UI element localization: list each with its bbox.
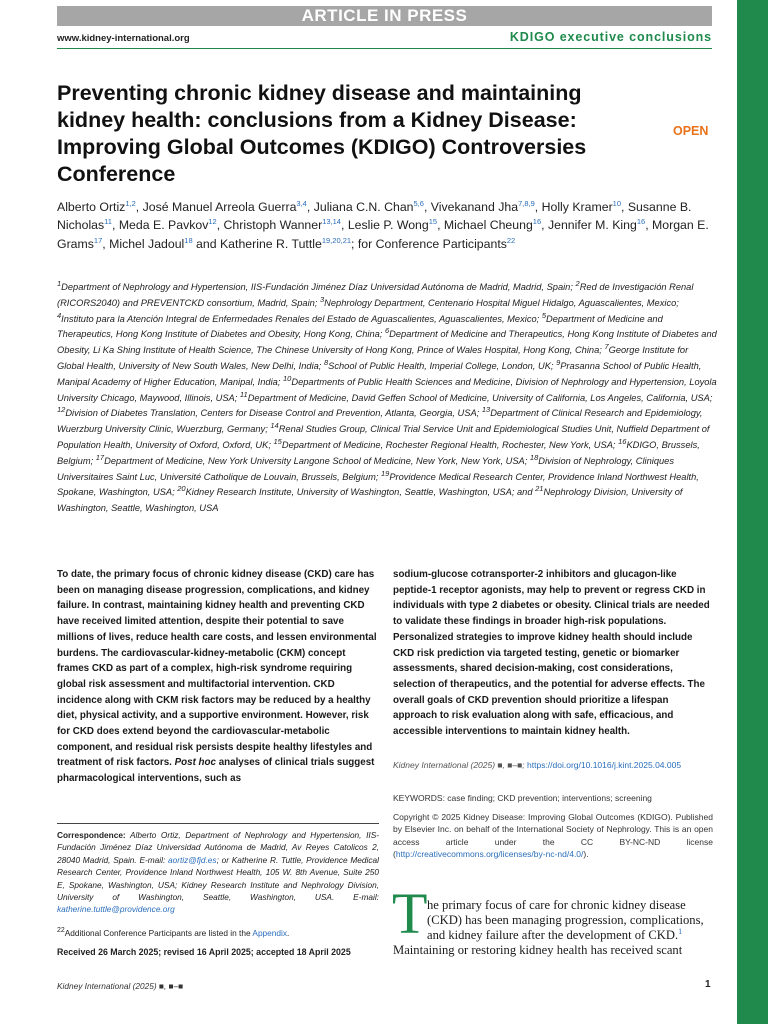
affiliations <box>57 280 717 517</box>
affiliation-number: 10 <box>283 373 292 383</box>
affiliation-number: 4 <box>57 310 62 320</box>
author-affiliation-marker[interactable]: 18 <box>184 235 193 245</box>
author-affiliation-marker[interactable]: 11 <box>104 217 112 227</box>
intro-line-2: (CKD) has been managing progression, complications, <box>427 913 704 927</box>
affiliation-text: Department of Nephrology and Hypertension, IIS-Fundación Jiménez Díaz Universidad Autónoma de Madrid, Madrid, Spain; <box>61 282 576 292</box>
author-name: Katherine R. Tuttle <box>219 236 322 251</box>
author-name: Juliana C.N. Chan <box>313 200 414 214</box>
email-link-ortiz[interactable]: aortiz@fjd.es <box>168 854 217 865</box>
intro-line-3-text: and kidney failure after the development of CKD. <box>427 928 679 942</box>
affiliation-number: 15 <box>273 436 282 446</box>
affiliation-text: Nephrology Division, University of Washington, Seattle, Washington, USA <box>57 487 683 514</box>
author-name: José Manuel Arreola Guerra <box>142 200 297 214</box>
author-separator: , <box>541 218 548 233</box>
author-affiliation-marker[interactable]: 16 <box>532 217 542 227</box>
affiliation-text: Division of Diabetes Translation, Centers for Disease Control and Prevention, Atlanta, Georgia, USA; <box>65 408 482 419</box>
footnote-marker: 22 <box>57 927 65 934</box>
abstract-column-right: sodium-glucose cotransporter-2 inhibitors and glucagon-like peptide-1 receptor agonists, may help to prevent or regress CKD in individuals with type 2 diabetes or obesity. Clinical trials are needed to validate these findings in broader high-risk populations. Personalized strategies to improve kidney health should include CKD risk prediction via targeted testing, genetic or biomarker assessments, shared decision-making, cost considerations, selection of therapeutics, and the potential for adverse effects. The overall goals of CKD prevention should prioritize a lifespan approach to risk evaluation along with safe, efficacious, and accessible interventions to maintain kidney health. <box>393 569 710 738</box>
affiliation-number: 5 <box>541 310 546 320</box>
correspondence-label: Correspondence: <box>57 830 126 840</box>
affiliation-text: KDIGO, Brussels, Belgium; <box>57 439 700 466</box>
author-affiliation-marker[interactable]: 22 <box>506 235 516 245</box>
correspondence-body-1: Alberto Ortiz, Department of Nephrology and Hypertension, IIS-Fundación Jiménez Díaz Universidad Autónoma de Madrid, Av Reyes Catolicos 2, 28040 Madrid, Spain. E-mail: <box>57 830 379 865</box>
affiliation-number: 1 <box>57 278 62 288</box>
footnote-text: Additional Conference Participants are listed in the <box>64 927 253 938</box>
author-name: Holly Kramer <box>541 200 613 214</box>
author-list <box>57 198 717 253</box>
drop-cap: T <box>392 881 428 946</box>
participants-footnote <box>57 927 379 938</box>
keywords: KEYWORDS: case finding; CKD prevention; interventions; screening <box>393 793 652 803</box>
author-name: Jennifer M. King <box>547 218 637 233</box>
affiliation-text: Department of Medicine and Therapeutics, Hong Kong Institute of Diabetes and Obesity, Hong Kong, China; <box>57 313 663 340</box>
affiliation-text: Nephrology Department, Centenario Hospital Miguel Hidalgo, Aguascalientes, Mexico; <box>324 297 679 308</box>
affiliation-number: 9 <box>556 357 561 367</box>
footnote-end: . <box>287 927 290 938</box>
reference-marker[interactable]: 1 <box>678 926 683 936</box>
author-affiliation-marker[interactable]: 5,6 <box>413 198 424 208</box>
author-name: Leslie P. Wong <box>347 218 429 233</box>
author-name: Vivekanand Jha <box>430 200 519 214</box>
affiliation-text: Kidney Research Institute, University of Washington, Seattle, Washington, USA; and <box>185 487 536 498</box>
intro-line-4: Maintaining or restoring kidney health has received scant <box>393 943 683 957</box>
email-link-tuttle[interactable]: katherine.tuttle@providence.org <box>57 904 175 915</box>
author-affiliation-marker[interactable]: 19,20,21 <box>321 235 352 245</box>
author-separator: , <box>340 218 348 233</box>
affiliation-number: 14 <box>270 421 279 431</box>
author-name: Alberto Ortiz <box>57 200 126 214</box>
author-affiliation-marker[interactable]: 10 <box>612 198 622 208</box>
article-in-press-banner: ARTICLE IN PRESS <box>57 6 712 26</box>
author-affiliation-marker[interactable]: 3,4 <box>296 198 307 208</box>
abstract-italic-text: Post hoc <box>174 757 216 769</box>
affiliation-text: Department of Medicine and Therapeutics, Hong Kong Institute of Diabetes and Obesity, Li Ka Shing Institute of Health Science, The Chinese University of Hong Kong, Prince of Wales Hospital, Hong Kong, China; <box>57 329 717 356</box>
affiliation-text: Division of Nephrology, Cliniques Universitaires Saint Luc, Université Catholique de Louvain, Brussels, Belgium; <box>57 455 674 482</box>
citation-text: Kidney International (2025) ■, ■–■; <box>393 760 528 770</box>
author-affiliation-marker[interactable]: 1,2 <box>125 198 136 208</box>
copyright-end: ). <box>583 849 589 860</box>
author-separator: , <box>102 236 110 251</box>
open-access-badge[interactable]: OPEN <box>673 124 709 138</box>
author-name: Christoph Wanner <box>223 218 323 233</box>
author-name: Susanne B. Nicholas <box>57 200 692 233</box>
affiliation-text: Instituto para la Atención Integral de Enfermedades Renales del Estado de Aguascalientes, Aguascalientes, Mexico; <box>61 313 542 324</box>
abstract-text-b: analyses of clinical trials suggest pharmacological interventions, such as <box>57 757 375 785</box>
license-link[interactable]: http://creativecommons.org/licenses/by-nc-nd/4.0/ <box>395 849 584 860</box>
abstract-text-a: To date, the primary focus of chronic kidney disease (CKD) care has been on managing disease progression, complications, and kidney failure. In contrast, maintaining kidney health and preventing CKD have received limited attention, despite their potential to save millions of lives, reduce health care costs, and lessen environmental burdens. The cardiovascular-kidney-metabolic (CKM) concept frames CKD as part of a complex, high-risk syndrome requiring global risk assessment and multifactorial intervention. CKD incidence along with CKM risk factors may be reduced by a healthy diet, physical activity, and a supportive environment. However, risk for CKD does extend beyond the cardiovascular-metabolic component, and residual risk persists despite healthy lifestyles and treatment of risk factors. <box>57 569 377 769</box>
author-affiliation-marker[interactable]: 15 <box>428 217 438 227</box>
author-separator: , <box>621 200 628 214</box>
copyright-text: Copyright © 2025 Kidney Disease: Improving Global Outcomes (KDIGO). Published by Elsevier Inc. on behalf of the International Society of Nephrology. This is an open access article under the CC BY-NC-ND license ( <box>393 812 713 860</box>
author-affiliation-marker[interactable]: 12 <box>208 217 217 227</box>
author-name: Morgan E. Grams <box>57 218 709 251</box>
affiliation-number: 11 <box>239 389 248 399</box>
author-affiliation-marker[interactable]: 7,8,9 <box>518 198 535 208</box>
affiliation-number: 7 <box>604 342 609 352</box>
affiliation-text: Red de Investigación Renal (RICORS2040) and PREVENTCKD consortium, Madrid, Spain; <box>57 282 694 308</box>
affiliation-number: 16 <box>618 436 627 446</box>
footer-journal: Kidney International (2025) ■, ■–■ <box>57 981 184 991</box>
author-separator: , <box>111 218 119 233</box>
affiliation-number: 12 <box>57 405 66 415</box>
author-separator: ; for Conference Participants <box>351 236 507 251</box>
section-label: KDIGO executive conclusions <box>509 30 712 44</box>
affiliation-text: School of Public Health, Imperial College, London, UK; <box>328 360 557 371</box>
doi-link[interactable]: https://doi.org/10.1016/j.kint.2025.04.005 <box>527 760 682 770</box>
affiliation-text: George Institute for Global Health, University of New South Wales, New Delhi, India; <box>57 345 689 371</box>
affiliation-number: 8 <box>323 357 329 367</box>
affiliation-number: 21 <box>535 484 544 494</box>
author-affiliation-marker[interactable]: 16 <box>636 217 646 227</box>
header-divider <box>57 48 712 49</box>
page-number: 1 <box>705 979 711 990</box>
affiliation-text: Department of Clinical Research and Epidemiology, Wuerzburg University Clinic, Wuerzburg, Germany; <box>57 408 703 435</box>
intro-line-1: he primary focus of care for chronic kidney disease <box>427 898 686 912</box>
affiliation-text: Departments of Public Health Sciences and Medicine, Division of Nephrology and Hypertension, Loyola University Chicago, Maywood, Illinois, USA; <box>57 376 717 403</box>
author-name: Michel Jadoul <box>109 236 185 251</box>
affiliation-number: 6 <box>385 326 390 336</box>
journal-url[interactable]: www.kidney-international.org <box>57 33 190 44</box>
abstract-column-left <box>57 567 379 787</box>
affiliation-text: Renal Studies Group, Clinical Trial Service Unit and Epidemiological Studies Unit, Nuffield Department of Population Health, University of Oxford, Oxford, UK; <box>57 424 710 450</box>
footnote-divider <box>57 823 379 824</box>
author-separator: , <box>216 218 224 233</box>
author-name: Michael Cheung <box>443 218 533 233</box>
affiliation-number: 13 <box>481 405 491 415</box>
citation <box>393 759 713 772</box>
copyright-notice <box>393 811 713 861</box>
affiliation-text: Department of Medicine, Rochester Regional Health, Rochester, New York, USA; <box>281 439 619 450</box>
author-separator: , <box>306 200 314 214</box>
intro-line-3 <box>427 928 682 943</box>
author-affiliation-marker[interactable]: 17 <box>93 235 103 245</box>
affiliation-text: Providence Medical Research Center, Providence Inland Northwest Health, Spokane, Washington, USA; <box>57 471 699 498</box>
author-separator: , <box>645 218 653 233</box>
author-separator: , <box>135 200 143 214</box>
author-separator: , <box>534 200 542 214</box>
affiliation-text: Department of Medicine, New York University Langone School of Medicine, New York, New York, USA; <box>104 455 530 466</box>
green-side-bar <box>737 0 768 1024</box>
affiliation-number: 3 <box>320 294 325 304</box>
article-title: Preventing chronic kidney disease and maintaining kidney health: conclusions from a Kidney Disease: Improving Global Outcomes (KDIGO) Controversies Conference <box>57 81 587 186</box>
affiliation-number: 18 <box>529 452 539 462</box>
affiliation-text: Department of Medicine, David Geffen School of Medicine, University of California, Los Angeles, California, USA; <box>247 392 713 403</box>
correspondence <box>57 829 379 916</box>
affiliation-text: Prasanna School of Public Health, Manipal Academy of Higher Education, Manipal, India; <box>57 360 702 387</box>
affiliation-number: 17 <box>95 452 105 462</box>
author-separator: , <box>437 218 444 233</box>
correspondence-body-2: ; or Katherine R. Tuttle, Providence Medical Research Center, Providence Inland Northwest Health, 105 W. 8th Avenue, Suite 250 E, Spokane, Washington, USA; Kidney Research Institute and Nephrology Division, University of Washington, Seattle, Washington, USA. E-mail: <box>57 854 379 903</box>
author-affiliation-marker[interactable]: 13,14 <box>322 217 341 227</box>
appendix-link[interactable]: Appendix <box>252 927 288 938</box>
affiliation-number: 19 <box>381 468 390 478</box>
author-name: Meda E. Pavkov <box>118 218 209 233</box>
affiliation-number: 2 <box>575 278 580 288</box>
received-dates: Received 26 March 2025; revised 16 April 2025; accepted 18 April 2025 <box>57 947 351 957</box>
author-separator: , <box>423 200 431 214</box>
author-separator: and <box>192 236 220 251</box>
affiliation-number: 20 <box>177 484 186 494</box>
